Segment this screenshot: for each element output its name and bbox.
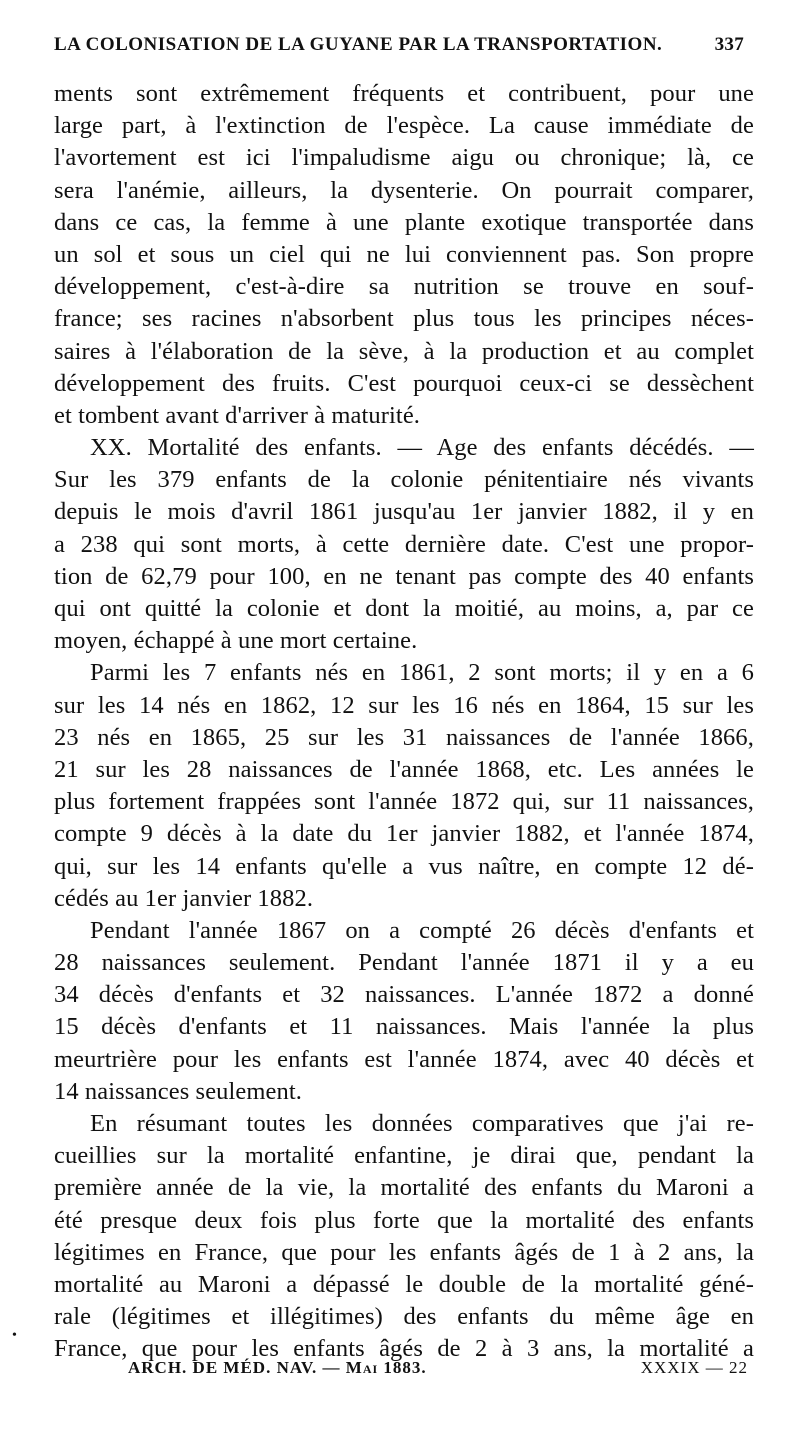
text-line: légitimes en France, que pour les enfants âgés de 1 à 2 ans, la xyxy=(54,1238,754,1266)
text-line: Parmi les 7 enfants nés en 1861, 2 sont morts; il y en a 6 xyxy=(90,659,754,687)
body-text xyxy=(54,78,754,1366)
text-line: développement des fruits. C'est pourquoi ceux-ci se dessèchent xyxy=(54,369,754,397)
text-line: 21 sur les 28 naissances de l'année 1868, etc. Les années le xyxy=(54,755,754,783)
text-line: ments sont extrêmement fréquents et contribuent, pour une xyxy=(54,80,754,107)
text-line: large part, à l'extinction de l'espèce. La cause immédiate de xyxy=(54,112,754,140)
text-line: dans ce cas, la femme à une plante exotique transportée dans xyxy=(54,208,754,236)
text-line: qui ont quitté la colonie et dont la moitié, au moins, a, par ce xyxy=(54,595,754,622)
text-line: été presque deux fois plus forte que la mortalité des enfants xyxy=(54,1206,754,1234)
text-line: 15 décès d'enfants et 11 naissances. Mais l'année la plus xyxy=(54,1013,754,1041)
text-line: développement, c'est-à-dire sa nutrition se trouve en souf- xyxy=(54,273,754,301)
text-line: meurtrière pour les enfants est l'année 1874, avec 40 décès et xyxy=(54,1045,754,1073)
text-line: mortalité au Maroni a dépassé le double de la mortalité géné- xyxy=(54,1270,754,1298)
text-line: 34 décès d'enfants et 32 naissances. L'année 1872 a donné xyxy=(54,981,754,1009)
margin-mark: • xyxy=(12,1328,17,1343)
text-line: Pendant l'année 1867 on a compté 26 décès d'enfants et xyxy=(90,916,754,944)
text-line: cueillies sur la mortalité enfantine, je dirai que, pendant la xyxy=(54,1142,754,1170)
running-title: LA COLONISATION DE LA GUYANE PAR LA TRANSPORTATION. xyxy=(54,34,663,55)
text-line: XX. Mortalité des enfants. — Age des enfants décédés. — xyxy=(90,434,754,462)
text-line: qui, sur les 14 enfants qu'elle a vus naître, en compte 12 dé- xyxy=(54,852,754,880)
text-line: sur les 14 nés en 1862, 12 sur les 16 nés en 1864, 15 sur les xyxy=(54,691,754,719)
text-line: 23 nés en 1865, 25 sur les 31 naissances de l'année 1866, xyxy=(54,723,754,751)
text-line: Sur les 379 enfants de la colonie pénitentiaire nés vivants xyxy=(54,466,754,494)
text-line: france; ses racines n'absorbent plus tous les principes néces- xyxy=(54,305,754,333)
text-line: plus fortement frappées sont l'année 1872 qui, sur 11 naissances, xyxy=(54,788,754,816)
text-line: moyen, échappé à une mort certaine. xyxy=(54,627,418,655)
text-line: cédés au 1er janvier 1882. xyxy=(54,884,314,912)
text-line: sera l'anémie, ailleurs, la dysenterie. On pourrait comparer, xyxy=(54,176,754,204)
journal-reference: ARCH. DE MÉD. NAV. — Mai 1883. xyxy=(128,1358,427,1377)
text-line: un sol et sous un ciel qui ne lui conviennent pas. Son propre xyxy=(54,240,754,268)
text-line: saires à l'élaboration de la sève, à la production et au complet xyxy=(54,337,754,365)
text-line: France, que pour les enfants âgés de 2 à 3 ans, la mortalité a xyxy=(54,1335,754,1363)
text-line: tion de 62,79 pour 100, en ne tenant pas compte des 40 enfants xyxy=(54,562,754,590)
signature-mark: XXXIX — 22 xyxy=(640,1358,748,1377)
text-line: En résumant toutes les données comparatives que j'ai re- xyxy=(90,1110,754,1137)
text-line: et tombent avant d'arriver à maturité. xyxy=(54,401,421,429)
text-line: a 238 qui sont morts, à cette dernière date. C'est une propor- xyxy=(54,530,754,558)
text-line: l'avortement est ici l'impaludisme aigu ou chronique; là, ce xyxy=(54,144,754,172)
page-number: 337 xyxy=(714,34,744,55)
text-line: 28 naissances seulement. Pendant l'année 1871 il y a eu xyxy=(54,949,754,977)
page-footer xyxy=(128,1358,748,1378)
text-line: 14 naissances seulement. xyxy=(54,1077,303,1105)
text-line: première année de la vie, la mortalité des enfants du Maroni a xyxy=(54,1174,754,1202)
text-line: depuis le mois d'avril 1861 jusqu'au 1er janvier 1882, il y en xyxy=(54,498,754,526)
running-header xyxy=(54,34,744,56)
text-line: compte 9 décès à la date du 1er janvier 1882, et l'année 1874, xyxy=(54,820,754,848)
text-line: rale (légitimes et illégitimes) des enfants du même âge en xyxy=(54,1303,754,1331)
